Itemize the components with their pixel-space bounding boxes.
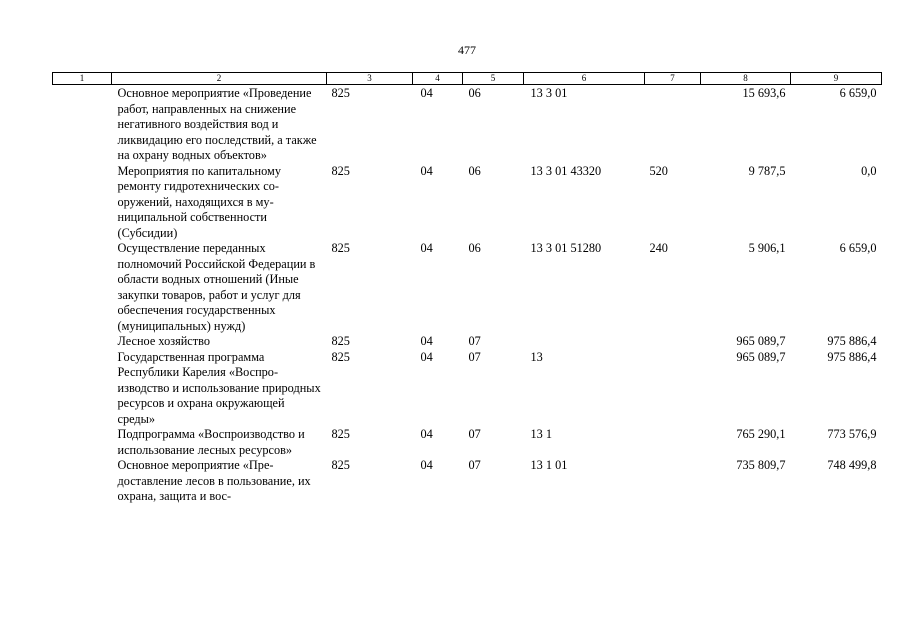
amount-col8: 965 089,7 (736, 349, 786, 364)
amount-col9: 975 886,4 (827, 334, 877, 348)
section-code: 04 (420, 349, 433, 364)
column-header: 8 (701, 73, 791, 85)
subsection-code: 06 (468, 241, 481, 255)
column-header: 5 (463, 73, 524, 85)
table-row (53, 85, 882, 164)
target-article-code (524, 334, 645, 350)
subsection-code: 07 (468, 334, 481, 348)
subsection-code: 06 (468, 86, 481, 100)
amount-col8: 9 787,5 (748, 163, 786, 178)
amount-col8: 5 906,1 (748, 241, 786, 255)
ministry-code: 825 (331, 427, 350, 441)
ministry-code: 825 (331, 241, 350, 255)
row-name: Государственная программа Республики Карелия «Воспроизводство и использование природных ресурсов и охрана окружающей среды» (117, 349, 321, 426)
amount-col8: 735 809,7 (736, 458, 786, 472)
subsection-code: 07 (468, 349, 481, 364)
expense-type-code (645, 427, 701, 458)
expense-type-code: 520 (649, 163, 668, 178)
ministry-code: 825 (331, 163, 350, 178)
expense-type-code (645, 85, 701, 164)
expense-type-code (645, 458, 701, 505)
row-name: Подпрограмма «Воспроизводство и использование лесных ресурсов» (117, 427, 305, 457)
table-row (53, 334, 882, 350)
amount-col8: 765 290,1 (736, 427, 786, 441)
target-article-code: 13 (530, 349, 543, 364)
column-header: 3 (327, 73, 413, 85)
section-code: 04 (420, 241, 433, 255)
table-row (53, 164, 882, 242)
amount-col9: 773 576,9 (827, 427, 877, 441)
column-header: 9 (791, 73, 882, 85)
amount-col9: 6 659,0 (839, 86, 877, 100)
row-name: Основное мероприятие «Проведение работ, направленных на снижение негативного воздействия вод и ликвидацию его последствий, а также на охрану водных объектов» (117, 86, 317, 162)
amount-col8: 15 693,6 (742, 86, 786, 100)
column-header: 6 (524, 73, 645, 85)
row-name: Мероприятия по капитальному ремонту гидротехнических сооружений, находящихся в муниципальной собственности (Субсидии) (117, 163, 281, 240)
expense-type-code (645, 350, 701, 428)
ministry-code: 825 (331, 334, 350, 348)
row-name: Лесное хозяйство (117, 334, 211, 348)
column-header: 4 (413, 73, 463, 85)
expense-type-code: 240 (649, 241, 668, 255)
amount-col9: 0,0 (861, 163, 877, 178)
column-header: 1 (53, 73, 112, 85)
table-row (53, 241, 882, 334)
expense-type-code (645, 334, 701, 350)
amount-col8: 965 089,7 (736, 334, 786, 348)
table-row (53, 458, 882, 505)
ministry-code: 825 (331, 349, 350, 364)
section-code: 04 (420, 86, 433, 100)
target-article-code: 13 3 01 (530, 86, 568, 100)
table-row (53, 350, 882, 428)
page-number: 477 (458, 43, 476, 57)
budget-table (52, 72, 882, 505)
section-code: 04 (420, 458, 433, 472)
amount-col9: 748 499,8 (827, 458, 877, 472)
column-header: 2 (112, 73, 327, 85)
subsection-code: 07 (468, 458, 481, 472)
section-code: 04 (420, 334, 433, 348)
row-name: Основное мероприятие «Предоставление лесов в пользование, их охрана, защита и вос- (117, 458, 311, 503)
target-article-code: 13 1 (530, 427, 553, 441)
ministry-code: 825 (331, 458, 350, 472)
column-number-row (53, 73, 882, 85)
amount-col9: 6 659,0 (839, 241, 877, 255)
amount-col9: 975 886,4 (827, 349, 877, 364)
table-row (53, 427, 882, 458)
subsection-code: 07 (468, 427, 481, 441)
section-code: 04 (420, 163, 433, 178)
column-header: 7 (645, 73, 701, 85)
row-name: Осуществление переданных полномочий Российской Федерации в области водных отношений (Иные закупки товаров, работ и услуг для обеспечения государственных (муниципальных) нужд) (117, 241, 316, 333)
section-code: 04 (420, 427, 433, 441)
target-article-code: 13 3 01 43320 (530, 163, 602, 178)
subsection-code: 06 (468, 163, 481, 178)
ministry-code: 825 (331, 86, 350, 100)
target-article-code: 13 1 01 (530, 458, 568, 472)
target-article-code: 13 3 01 51280 (530, 241, 602, 255)
